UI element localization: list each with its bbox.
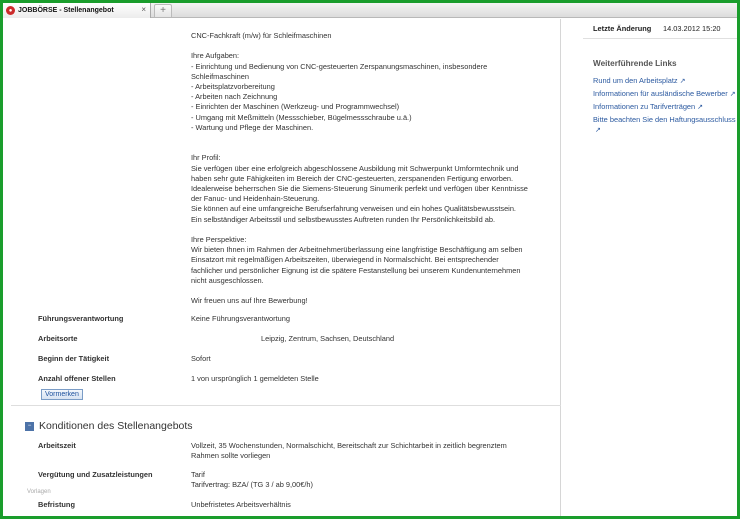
link-arbeitsplatz[interactable] [593, 76, 737, 87]
perspective-line: nicht ausgeschlossen. [191, 275, 264, 285]
links-title: Weiterführende Links [593, 59, 677, 68]
last-change-label: Letzte Änderung [593, 24, 652, 33]
profile-line: Sie können auf eine umfangreiche Berufserfahrung verweisen und ein hohes Qualitätsbewusstsein. [191, 204, 516, 214]
tasks-heading: Ihre Aufgaben: [191, 51, 240, 61]
verguetung-label: Vergütung und Zusatzleistungen [38, 470, 153, 479]
task-line: Schleifmaschinen [191, 71, 249, 81]
link-label: Rund um den Arbeitsplatz [593, 76, 678, 85]
offene-stellen-value: 1 von ursprünglich 1 gemeldeten Stelle [191, 374, 319, 383]
arbeitszeit-value [191, 441, 551, 461]
conditions-section-header[interactable] [25, 420, 193, 432]
arbeitsorte-label: Arbeitsorte [38, 334, 78, 343]
main-content [3, 19, 561, 516]
sidebar-divider [583, 38, 737, 39]
profile-line: Idealerweise beherrschen Sie die Siemens-Steuerung Sinumerik perfekt und verfügen über Kenntnisse [191, 184, 528, 193]
task-line: - Arbeiten nach Zeichnung [191, 92, 278, 102]
site-favicon-icon: ● [6, 6, 15, 15]
task-line: - Wartung und Pflege der Maschinen. [191, 122, 314, 132]
verguetung-line: Tarifvertrag: BZA/ (TG 3 / ab 9,00€/h) [191, 480, 313, 490]
task-line: - Umgang mit Meßmitteln (Messschieber, Bügelmessschraube u.ä.) [191, 112, 412, 122]
beginn-value: Sofort [191, 354, 211, 363]
befristung-value: Unbefristetes Arbeitsverhältnis [191, 500, 291, 509]
perspective-heading: Ihre Perspektive: [191, 235, 247, 244]
arbeitszeit-label: Arbeitszeit [38, 441, 76, 450]
fuehrungsverantwortung-label: Führungsverantwortung [38, 314, 124, 323]
collapse-icon[interactable]: − [25, 422, 34, 431]
arbeitszeit-line: Rahmen sollte vorliegen [191, 451, 271, 461]
link-tarifvertraege[interactable] [593, 102, 737, 113]
profile-line: haben sehr gute Fähigkeiten im Bereich der CNC-gesteuerten, zerspanenden Fertigung erworben. [191, 173, 514, 183]
verguetung-value [191, 470, 551, 490]
close-tab-icon[interactable]: × [141, 5, 146, 14]
link-haftungsausschluss[interactable] [593, 115, 737, 135]
offene-stellen-label: Anzahl offener Stellen [38, 374, 116, 383]
vorlagen-hint: Vorlagen [27, 489, 51, 495]
closing-line: Wir freuen uns auf Ihre Bewerbung! [191, 296, 308, 306]
tab-jobboerse[interactable] [3, 3, 151, 18]
external-link-icon: ↗ [729, 91, 736, 98]
browser-window [3, 3, 737, 516]
task-line: - Arbeitsplatzvorbereitung [191, 82, 275, 91]
profile-line: Ein selbständiger Arbeitsstil und selbstbewusstes Auftreten runden Ihr Persönlichkeitsbild ab. [191, 214, 496, 224]
profile-heading: Ihr Profil: [191, 153, 221, 163]
perspective-line: Einsatzort mit regelmäßigen Arbeitszeiten, überwiegend in Normalschicht. Bei entsprechender [191, 255, 499, 265]
link-auslaendische-bewerber[interactable] [593, 89, 737, 100]
vormerken-button[interactable]: Vormerken [41, 389, 83, 400]
perspective-line: fachlicher und persönlicher Eignung ist die spätere Festanstellung bei unserem Kundenunternehmen [191, 265, 521, 275]
new-tab-button[interactable]: + [154, 4, 172, 17]
job-title: CNC-Fachkraft (m/w) für Schleifmaschinen [191, 31, 332, 40]
sidebar [583, 19, 737, 516]
conditions-title: Konditionen des Stellenangebots [39, 420, 193, 432]
link-label: Bitte beachten Sie den Haftungsausschluss [593, 115, 736, 124]
verguetung-line: Tarif [191, 470, 205, 479]
task-line: - Einrichten der Maschinen (Werkzeug- und Programmwechsel) [191, 102, 400, 112]
job-description [191, 31, 551, 317]
befristung-label: Befristung [38, 500, 75, 509]
beginn-label: Beginn der Tätigkeit [38, 354, 110, 363]
arbeitsorte-value: Leipzig, Zentrum, Sachsen, Deutschland [261, 334, 395, 343]
fuehrungsverantwortung-value: Keine Führungsverantwortung [191, 314, 291, 323]
tab-title: JOBBÖRSE - Stellenangebot [18, 7, 114, 14]
last-change-value: 14.03.2012 15:20 [663, 24, 721, 33]
external-link-icon: ↗ [697, 104, 704, 111]
profile-line: der Fanuc- und Heidenhain-Steuerung. [191, 194, 320, 204]
arbeitszeit-line: Vollzeit, 35 Wochenstunden, Normalschicht, Bereitschaft zur Schichtarbeit in zeitlich begrenztem [191, 441, 507, 450]
link-label: Informationen für ausländische Bewerber [593, 89, 728, 98]
perspective-line: Wir bieten Ihnen im Rahmen der Arbeitnehmerüberlassung eine langfristige Beschäftigung am selben [191, 245, 523, 255]
blank-line [191, 143, 551, 153]
links-list [593, 76, 737, 138]
profile-line: Sie verfügen über eine erfolgreich abgeschlossene Ausbildung mit Schwerpunkt Umformtechnik und [191, 163, 519, 173]
tab-bar [3, 3, 737, 18]
task-line: - Einrichtung und Bedienung von CNC-gesteuerten Zerspanungsmaschinen, insbesondere [191, 61, 488, 71]
external-link-icon: ↗ [595, 126, 601, 134]
section-divider [11, 405, 561, 406]
external-link-icon: ↗ [679, 78, 686, 85]
link-label: Informationen zu Tarifverträgen [593, 102, 696, 111]
